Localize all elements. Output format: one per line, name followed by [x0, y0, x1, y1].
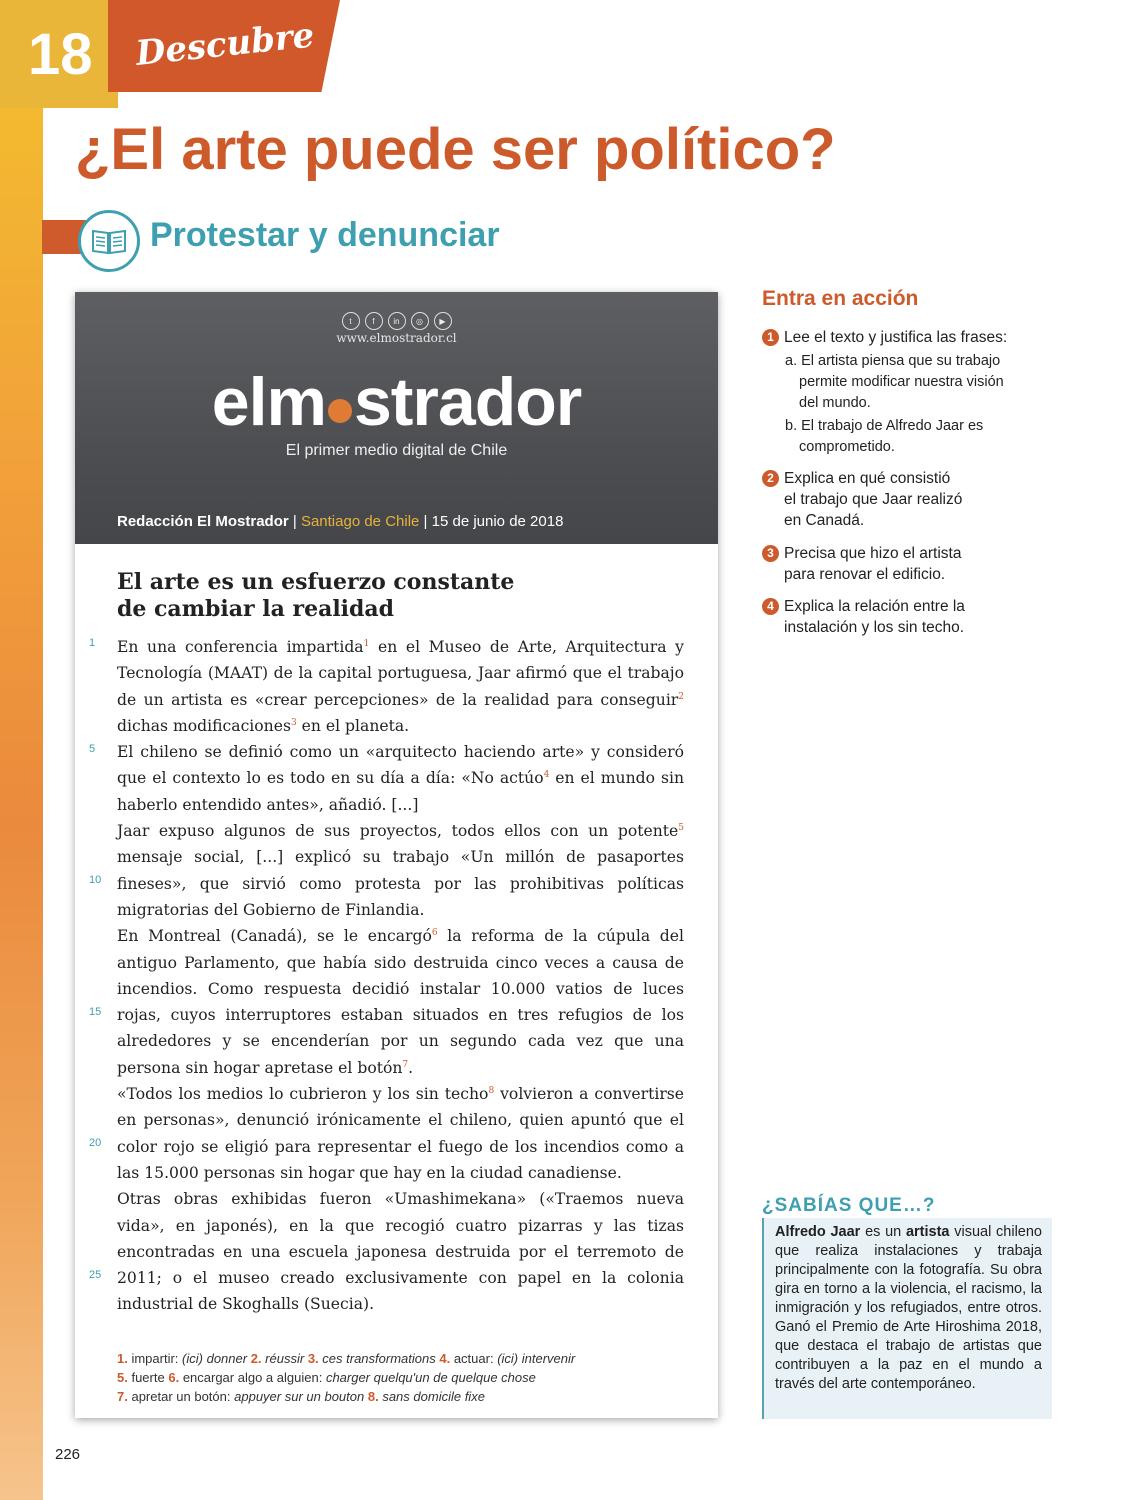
line-number: 1	[89, 637, 96, 649]
activity-item: 4 Explica la relación entre la instalación y los sin techo.	[762, 596, 965, 638]
article-title: El arte es un esfuerzo constante de cambiar la realidad	[117, 569, 515, 622]
article-byline: Redacción El Mostrador | Santiago de Chile | 15 de junio de 2018	[117, 513, 564, 530]
linkedin-icon[interactable]: in	[388, 312, 406, 330]
twitter-icon[interactable]: t	[342, 312, 360, 330]
activity-item: 1 Lee el texto y justifica las frases:	[762, 327, 1007, 348]
line-number: 5	[89, 743, 96, 755]
article-card	[75, 292, 718, 1418]
article-paragraph: Otras obras exhibidas fueron «Umashimekana» («Traemos nueva vida», en japonés), en la que recogió cuatro pizarras y las tizas encontradas en una escuela japonesa destruida por el terremoto de 2011; o el museo creado exclusivamente con papel en la colonia industrial de Skoghalls (Suecia).	[117, 1190, 684, 1314]
article-body	[117, 634, 684, 1318]
book-icon	[78, 210, 140, 272]
footnote-line: 1. impartir: (ici) donner 2. réussir 3. ces transformations 4. actuar: (ici) intervenir	[117, 1351, 576, 1366]
line-number: 10	[89, 874, 102, 886]
facebook-icon[interactable]: f	[365, 312, 383, 330]
did-you-know-heading: ¿SABÍAS QUE…?	[762, 1195, 1050, 1220]
activity-number: 1	[762, 329, 779, 346]
logo-tagline: El primer medio digital de Chile	[285, 442, 508, 459]
page-number: 226	[55, 1446, 81, 1463]
byline-place: Santiago de Chile	[300, 513, 420, 530]
site-url[interactable]: www.elmostrador.cl	[336, 331, 457, 345]
activity-item: 3 Precisa que hizo el artista para renovar el edificio.	[762, 543, 961, 585]
chapter-number: 18	[28, 22, 93, 87]
subsection-title: Protestar y denunciar	[150, 216, 500, 254]
section-label: Descubre	[133, 15, 317, 74]
page-title: ¿El arte puede ser político?	[75, 117, 836, 182]
footnote-line: 7. apretar un botón: appuyer sur un bouton 8. sans domicile fixe	[117, 1389, 485, 1404]
newspaper-logo: elm strador	[211, 364, 582, 440]
article-paragraph: «Todos los medios lo cubrieron y los sin techo$^8$ volvieron a convertirse en personas», denunció irónicamente el chileno, quien apuntó que el color rojo se eligió para representar el fuego de los incendios como a las 15.000 personas sin hogar que hay en la ciudad canadiense.	[117, 1085, 685, 1182]
byline-author: Redacción El Mostrador	[117, 513, 289, 530]
glossary-footnotes	[117, 1349, 575, 1406]
activity-number: 2	[762, 470, 779, 487]
article-paragraph: En Montreal (Canadá), se le encargó$^6$ la reforma de la cúpula del antiguo Parlamento, que había sido destruida cinco veces a causa de incendios. Como respuesta decidió instalar 10.000 vatios de luces rojas, cuyos interruptores estaban situados en tres refugios de los alrededores y se encenderían por un segundo cada vez que una persona sin hogar apretase el botón$^7$.	[117, 927, 685, 1077]
article-paragraph: En una conferencia impartida$^1$ en el Museo de Arte, Arquitectura y Tecnología (MAAT) de la capital portuguesa, Jaar afirmó que el trabajo de un artista es «crear percepciones» de la realidad para conseguir$^2$ dichas modificaciones$^3$ en el planeta.	[117, 638, 684, 735]
article-paragraph: El chileno se definió como un «arquitecto haciendo arte» y consideró que el contexto lo es todo en su día a día: «No actúo$^4$ en el mundo sin haberlo entendido antes», añadió. [...]	[117, 743, 684, 814]
newspaper-masthead	[75, 292, 718, 544]
footnote-line: 5. fuerte 6. encargar algo a alguien: charger quelqu'un de quelque chose	[117, 1370, 536, 1385]
line-number: 20	[89, 1137, 102, 1149]
logo-dot	[328, 399, 352, 423]
did-you-know-box	[762, 1218, 1052, 1419]
activity-subitem: b. El trabajo de Alfredo Jaar es comprometido.	[785, 418, 984, 455]
article-paragraph: Jaar expuso algunos de sus proyectos, todos ellos con un potente$^5$ mensaje social, [...] explicó su trabajo «Un millón de pasaportes fineses», que sirvió como protesta por las prohibitivas políticas migratorias del Gobierno de Finlandia.	[117, 822, 684, 919]
activity-number: 3	[762, 545, 779, 562]
activity-number: 4	[762, 598, 779, 615]
line-number: 15	[89, 1006, 102, 1018]
activities-heading: Entra en acción	[762, 287, 919, 310]
line-number: 25	[89, 1269, 102, 1281]
youtube-icon[interactable]: ▶	[434, 312, 452, 330]
chapter-badge	[0, 0, 118, 108]
byline-date: 15 de junio de 2018	[431, 513, 564, 530]
instagram-icon[interactable]: ◎	[411, 312, 429, 330]
social-icons	[75, 312, 718, 330]
activity-subitem: a. El artista piensa que su trabajo permite modificar nuestra visión del mundo.	[785, 353, 1004, 411]
activity-item: 2 Explica en qué consistió el trabajo que Jaar realizó en Canadá.	[762, 468, 962, 531]
did-you-know-text: Alfredo Jaar es un artista visual chileno que realiza instalaciones y trabaja principalmente con la fotografía. Su obra gira en torno a la violencia, el racismo, la inmigración y los refugiados, entre otros. Ganó el Premio de Arte Hiroshima 2018, que destaca el trabajo de artistas que contribuyen a la paz en el mundo a través del arte contemporáneo.	[775, 1224, 1042, 1392]
left-edge-decoration	[0, 0, 43, 1500]
